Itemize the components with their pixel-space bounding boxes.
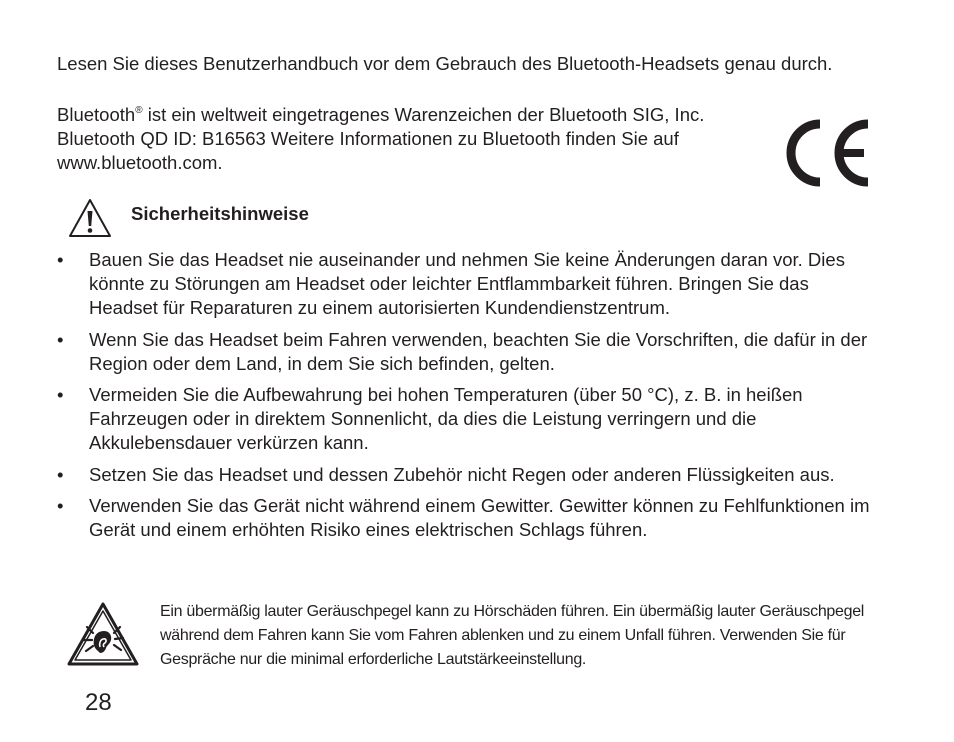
bullet: • <box>57 384 64 405</box>
safety-list <box>57 248 877 550</box>
hearing-warning-icon <box>67 602 139 666</box>
safety-item-text: Vermeiden Sie die Aufbewahrung bei hohen Temperaturen (über 50 °C), z. B. in heißen Fahrzeugen oder in direktem Sonnenlicht, da dies die Leistung verringern und die Akkulebensdauer verkürzen kann. <box>89 384 803 453</box>
intro-paragraph: Lesen Sie dieses Benutzerhandbuch vor dem Gebrauch des Bluetooth-Headsets genau durch. <box>57 53 833 74</box>
hearing-warning-text: Ein übermäßig lauter Geräuschpegel kann zu Hörschäden führen. Ein übermäßig lauter Geräuschpegel während dem Fahren kann Sie vom Fahren ablenken und zu einem Unfall führen. Verwenden Sie für Gespräche nur die minimal erforderliche Lautstärkeeinstellung. <box>160 603 865 668</box>
safety-item <box>57 463 877 487</box>
safety-title: Sicherheitshinweise <box>131 203 309 224</box>
safety-item-text: Bauen Sie das Headset nie auseinander und nehmen Sie keine Änderungen daran vor. Dies könnte zu Störungen am Headset oder leichter Entflammbarkeit führen. Bringen Sie das Headset für Reparaturen zu einem autorisierten Kundendienstzentrum. <box>89 249 845 318</box>
bluetooth-trademark-paragraph <box>57 103 757 175</box>
bullet: • <box>57 328 64 350</box>
bullet: • <box>57 463 64 485</box>
safety-item-text: Setzen Sie das Headset und dessen Zubehör nicht Regen oder anderen Flüssigkeiten aus. <box>89 463 835 485</box>
safety-item <box>57 248 877 320</box>
page-number: 28 <box>85 689 112 716</box>
safety-item <box>57 328 877 376</box>
bullet: • <box>57 495 64 516</box>
ce-mark-logo <box>780 118 870 188</box>
warning-triangle-icon <box>68 198 112 238</box>
bluetooth-word: Bluetooth <box>57 104 136 125</box>
safety-item <box>57 383 877 455</box>
bullet: • <box>57 249 64 270</box>
safety-item-text: Verwenden Sie das Gerät nicht während einem Gewitter. Gewitter können zu Fehlfunktionen im Gerät und einem erhöhten Risiko eines elektrischen Schlags führen. <box>89 495 870 540</box>
safety-item <box>57 494 877 542</box>
registered-mark: ® <box>135 105 143 116</box>
safety-item-text: Wenn Sie das Headset beim Fahren verwenden, beachten Sie die Vorschriften, die dafür in der Region oder dem Land, in dem Sie sich befinden, gelten. <box>89 328 868 374</box>
bluetooth-trademark-text: ist ein weltweit eingetragenes Warenzeichen der Bluetooth SIG, Inc. Bluetooth QD ID: B16563 Weitere Informationen zu Bluetooth finden Sie auf www.bluetooth.com. <box>57 104 705 173</box>
